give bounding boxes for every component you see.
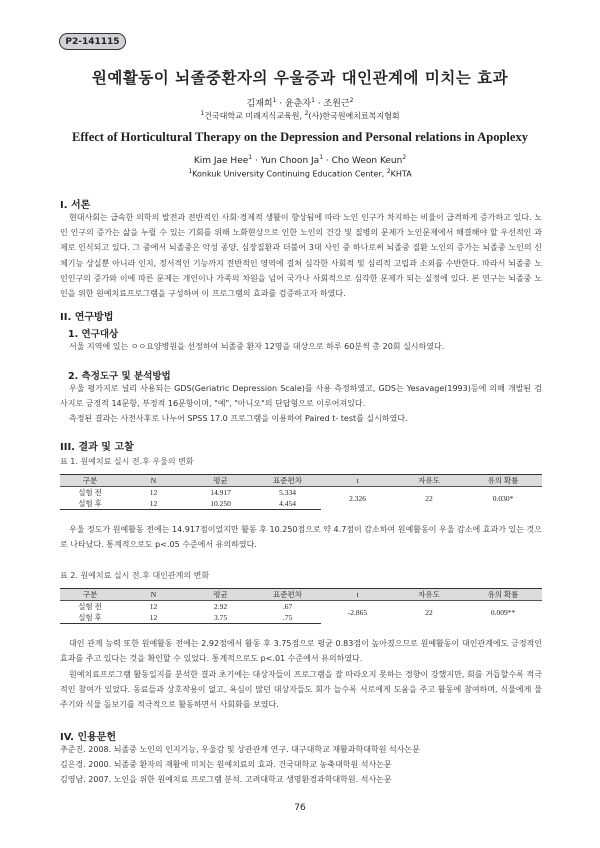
authors-korean: 김재희$^1$ · 윤춘자$^1$ · 조원근$^2$ (246, 97, 354, 109)
table-header-row (60, 589, 542, 601)
depression-result-paragraph: 우울 정도가 원예활동 전에는 14.917점이었지만 활동 후 10.250점으로 약 4.7점이 감소하여 원예활동이 우울 감소에 효과가 있는 것으로 나타났다. 통계적으로도 p<.05 수준에서 유의하였다. (60, 525, 542, 550)
table-cell: .75 (254, 612, 321, 624)
table-cell: 2.92 (213, 602, 228, 611)
table-header-cell: t (321, 589, 394, 601)
table2-caption: 표 2. 원예치료 실시 전.후 대인관계의 변화 (60, 571, 210, 580)
relations-result-paragraph: 대인 관계 능력 또한 원예활동 전에는 2.92점에서 활동 후 3.75점으로 평균 0.83점이 높아졌으므로 원예활동이 대인관계에도 긍정적인 효과를 주고 있다는 것을 확인할 수 있었다. 통계적으로도 p<.01 수준에서 유의하였다. (60, 639, 542, 664)
table-cell: 실험 전 (78, 602, 102, 611)
introduction-paragraph: 현대사회는 급속한 의학의 발전과 전반적인 사회·경제적 생활이 향상됨에 따라 노인 인구가 차지하는 비율이 급격하게 증가하고 있다. 노인 인구의 증가는 삶을 누릴 수 있는 기회를 위해 노화현상으로 인한 노인의 건강 및 질병의 문제가 노인문제에서 해결해야 할 우선적인 과제로 인식되고 있다. 그 중에서 뇌졸중은 악성 종양, 심장질환과 더불어 3대 사인 중 하나로써 뇌졸중 질환 노인의 증가는 뇌졸중 노인의 신체기능 상실뿐 아니라 인지, 정서적인 기능까지 전반적인 영역에 걸쳐 심각한 사회적 및 심리적 고립과 소외를 수반한다. 따라서 뇌졸중 노인인구의 증가와 이에 따른 문제는 개인이나 가족의 차원을 넘어 국가나 사회적으로 심각한 문제가 되는 실정에 있다. 본 연구는 뇌졸중 노인을 위한 원예치료프로그램을 구성하여 이 프로그램의 효과를 검증하고자 하였다. (60, 213, 542, 299)
table-header-cell: 자유도 (394, 589, 464, 601)
table-cell-p: 0.030* (492, 493, 514, 503)
section-heading-introduction: I. 서론 (60, 200, 91, 211)
table-cell: 4.454 (254, 498, 321, 510)
table-cell: 5.334 (279, 488, 296, 497)
table-cell-df: 22 (425, 493, 433, 503)
table-header-cell: N (120, 589, 187, 601)
subheading-measurement: 2. 측정도구 및 분석방법 (68, 371, 171, 382)
activity-log-paragraph: 원예치료프로그램 활동일지를 분석한 결과 초기에는 대상자들이 프로그램을 잘 따라오지 못하는 경향이 강했지만, 회를 거듭할수록 적극적인 참여가 있었다. 동료들과 상호작용이 없고, 욕심이 많던 대상자들도 회가 늘수록 서로에게 도움을 주고 활동에 참여하며, 식물에게 물주기와 식물 돌보기를 적극적으로 활동하면서 사회화를 보였다. (60, 670, 542, 710)
table-cell: 12 (149, 602, 158, 611)
reference-item: 김영남. 2007. 노인을 위한 원예치료 프로그램 분석. 고려대학교 생명환경과학대학원. 석사논문 (60, 775, 392, 784)
table-row (60, 601, 542, 613)
table-cell: 실험 후 (60, 498, 120, 510)
table-row (60, 487, 542, 499)
table-cell: 실험 후 (60, 612, 120, 624)
table-cell: 12 (120, 498, 187, 510)
table-header-cell: 평균 (187, 589, 254, 601)
table-header-cell: 표준편차 (254, 475, 321, 487)
table-header-row (60, 475, 542, 487)
table-header-cell: 평균 (187, 475, 254, 487)
table-cell-p: 0.009** (490, 607, 516, 617)
table-cell: 실험 전 (78, 488, 102, 497)
table2-personal-relations (60, 588, 542, 624)
table-cell-df: 22 (425, 607, 433, 617)
title-english: Effect of Horticultural Therapy on the Depression and Personal relations in Apoplexy (72, 130, 528, 144)
table-header-cell: 유의 확률 (464, 589, 542, 601)
table-header-cell: 구분 (60, 589, 120, 601)
table-cell-t: 2.326 (349, 493, 366, 503)
section-heading-methods: II. 연구방법 (60, 312, 114, 323)
section-heading-results: III. 결과 및 고찰 (60, 442, 134, 453)
authors-english: Kim Jae Hee$^1$ · Yun Choon $Ja^1$ · Cho Weon Keun$^2$ (193, 154, 407, 166)
title-korean: 원예활동이 뇌졸중환자의 우울증과 대인관계에 미치는 효과 (91, 69, 509, 87)
table1-caption: 표 1. 원예치료 실시 전.후 우울의 변화 (60, 457, 194, 466)
table-cell: 12 (120, 612, 187, 624)
table-header-cell: 표준편차 (254, 589, 321, 601)
page-number: 76 (294, 803, 306, 813)
measurement-paragraph: 우울 평가지로 널리 사용되는 GDS(Geriatric Depression Scale)를 사용 측정하였고, GDS는 Yesavage(1993)등에 의해 개발된 검사지로 긍정적 14문항, 부정적 16문항이며, "예", "아니오"의 단답형으로 이루어져있다. (60, 384, 542, 409)
table-cell: 14.917 (210, 488, 231, 497)
table-cell: 12 (149, 488, 158, 497)
table-header-cell: t (321, 475, 394, 487)
table-header-cell: 자유도 (394, 475, 464, 487)
abstract-id-badge: P2-141115 (59, 33, 126, 50)
analysis-paragraph: 측정된 결과는 사전사후로 나누어 SPSS 17.0 프로그램을 이용하여 Paired t- test를 실시하였다. (69, 414, 408, 423)
table-header-cell: 유의 확률 (464, 475, 542, 487)
table-header-cell: N (120, 475, 187, 487)
table1-depression (60, 474, 542, 510)
table-cell: 3.75 (187, 612, 254, 624)
reference-item: 추준진. 2008. 뇌졸중 노인의 인지기능, 우울감 및 상관관계 연구. 대구대학교 재활과학대학원 석사논문 (60, 745, 420, 754)
section-heading-references: IV. 인용문헌 (60, 732, 117, 743)
table-cell: .67 (282, 602, 293, 611)
table-header-cell: 구분 (60, 475, 120, 487)
affiliation-english: $^1$Konkuk University Continuing Education Center, $^2$KHTA (188, 168, 412, 179)
table-cell-t: -2.865 (347, 607, 368, 617)
table-cell: 10.250 (187, 498, 254, 510)
subjects-paragraph: 서울 지역에 있는 ㅇㅇ요양병원을 선정하여 뇌졸중 환자 12명을 대상으로 하루 60분씩 총 20회 실시하였다. (69, 342, 445, 351)
subheading-subjects: 1. 연구대상 (68, 329, 119, 340)
affiliation-korean: $^1$건국대학교 미래지식교육원, $^2$(사)한국원예치료복지협회 (200, 110, 400, 121)
reference-item: 김은경. 2000. 뇌졸중 환자의 재활에 미치는 원예치료의 효과. 건국대학교 농축대학원 석사논문 (60, 760, 392, 769)
